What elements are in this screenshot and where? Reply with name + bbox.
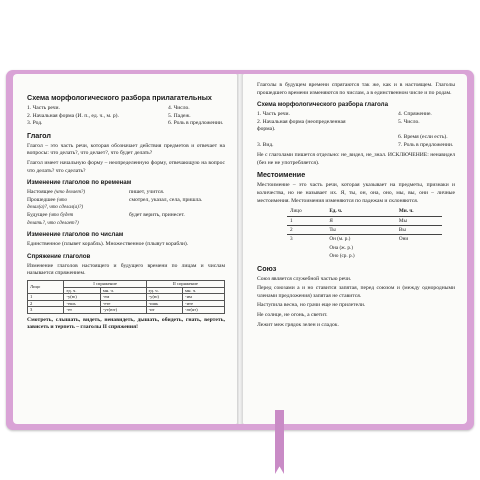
scheme-item: 5. Падеж. xyxy=(168,112,191,119)
table-cell: -ем xyxy=(100,294,146,301)
scheme-item: 4. Число. xyxy=(168,105,190,111)
table-row xyxy=(287,216,442,225)
pronoun-heading: Местоимение xyxy=(257,170,306,180)
scheme-item: 5. Число. xyxy=(398,118,420,125)
table-row xyxy=(28,300,225,307)
table-cell: -ат(ят) xyxy=(183,307,225,314)
table-cell: -ите xyxy=(183,300,225,307)
verb-definition: Глагол – это часть речи, которая обозначает действия предметов и отвечает на вопросы: что делать?, что делает?, что будет делать? xyxy=(27,142,225,157)
table-cell: -ит xyxy=(146,307,182,314)
table-cell xyxy=(396,252,442,260)
conjunction-heading: Союз xyxy=(257,263,277,273)
table-cell: -ете xyxy=(100,300,146,307)
table-cell: Я xyxy=(326,216,396,225)
table-cell: Ты xyxy=(326,225,396,234)
conjugation-heading: Спряжение глаголов xyxy=(27,252,91,260)
exceptions-text: Смотреть, слышать, видеть, ненавидеть, дышать, обидеть, гнать, вертеть, зависеть и терпеть – глаголы II спряжения! xyxy=(27,316,225,331)
table-cell: -ешь xyxy=(64,300,100,307)
scheme-item xyxy=(257,134,354,142)
pronoun-table xyxy=(287,207,442,260)
table-cell: -им xyxy=(183,294,225,301)
table-header: Ед. ч. xyxy=(329,208,343,215)
left-page xyxy=(13,74,237,424)
left-page-content xyxy=(13,74,237,424)
table-cell: -у(ю) xyxy=(146,294,182,301)
pronoun-definition: Местоимение – это часть речи, которая указывает на предметы, признаки и количества, но не называет их. Я, ты, он, она, оно, мы, вы, они – личные местоимения. Местоимения изменяются по падежам и склоняются. xyxy=(257,182,455,204)
table-cell: 3 xyxy=(28,307,64,314)
table-header: II спряжение xyxy=(146,280,224,287)
table-cell: Мы xyxy=(396,216,442,225)
verb-scheme-list xyxy=(257,111,455,149)
table-cell xyxy=(287,252,326,260)
tense-heading: Изменение глаголов по временам xyxy=(27,179,132,187)
table-row xyxy=(28,307,225,314)
table-row xyxy=(287,252,442,260)
adjective-scheme-title: Схема морфологического разбора прилагательных xyxy=(27,93,212,102)
scheme-item: 1. Часть речи. xyxy=(257,111,290,118)
table-cell: Он (м. р.) xyxy=(326,235,396,244)
tense-row xyxy=(27,197,225,212)
table-subheader: ед. ч. xyxy=(146,287,182,294)
conjunction-example: Лежит меж грядок зелен и сладок. xyxy=(257,321,339,328)
tense-example: будет верить, принесет. xyxy=(129,211,185,218)
scheme-item: 4. Спряжение. xyxy=(398,111,432,118)
future-tense-note: Глаголы в будущем времени спрягаются так же, как и в настоящем. Глаголы прошедшего времени изменяются по числам, а в единственном числе и по родам. xyxy=(257,82,455,96)
scheme-item: 7. Роль в предложении. xyxy=(398,141,454,148)
table-cell: 3 xyxy=(287,235,326,244)
table-header: Мн. ч. xyxy=(398,208,414,215)
table-cell: Они xyxy=(396,235,442,244)
conjunction-definition: Союз является служебной частью речи. xyxy=(257,275,352,282)
table-subheader: мн. ч. xyxy=(100,287,146,294)
number-text: Единственное (плывет корабль). Множественное (плывут корабли). xyxy=(27,241,189,248)
table-cell xyxy=(396,244,442,252)
tense-row xyxy=(27,189,225,197)
conjunction-example: Не солнце, не огонь, а светит. xyxy=(257,311,328,318)
scheme-item: 2. Начальная форма (неопределенная форма). xyxy=(257,118,346,133)
table-header: Лицо xyxy=(28,280,64,293)
table-cell: -ут(ют) xyxy=(100,307,146,314)
tense-example: пишет, учится. xyxy=(129,189,165,196)
table-row xyxy=(28,294,225,301)
conjugation-text: Изменение глаголов настоящего и будущего времени по лицам и числам называется спряжением. xyxy=(27,262,225,277)
table-cell xyxy=(287,244,326,252)
table-cell: 2 xyxy=(28,300,64,307)
table-cell: -у(ю) xyxy=(64,294,100,301)
verb-infinitive: Глагол имеет начальную форму – неопределенную форму, отвечающую на вопрос что делать? что сделать? xyxy=(27,159,225,174)
table-header: Лицо xyxy=(290,208,302,215)
table-header: I спряжение xyxy=(64,280,146,287)
tense-row xyxy=(27,212,225,227)
table-cell: 1 xyxy=(287,216,326,225)
scheme-item: 2. Начальная форма (И. п., ед. ч., м. р). xyxy=(27,112,119,119)
scheme-item: 3. Род. xyxy=(27,120,43,127)
table-cell: Вы xyxy=(396,225,442,234)
table-cell: 2 xyxy=(287,225,326,234)
bookmark-ribbon xyxy=(275,410,284,474)
table-cell: Она (ж. р.) xyxy=(329,244,353,251)
negation-note: Не с глаголами пишется отдельно: не_видел, не_знал. ИСКЛЮЧЕНИЕ: ненавидел (без не не употребляется). xyxy=(257,152,455,166)
table-cell: 1 xyxy=(28,294,64,301)
right-page xyxy=(243,74,467,424)
scheme-item: 1. Часть речи. xyxy=(27,105,60,111)
conjunction-example: Наступила весна, но грачи еще не прилетели. xyxy=(257,302,366,309)
table-cell: -ишь xyxy=(146,300,182,307)
adjective-scheme-list xyxy=(27,105,225,128)
tense-name: Будущее (что будет делать?, что сделает?) xyxy=(27,211,79,226)
right-page-content xyxy=(243,74,467,424)
conjugation-table xyxy=(27,280,225,314)
verb-heading: Глагол xyxy=(27,130,51,140)
verb-scheme-title: Схема морфологического разбора глагола xyxy=(257,101,389,109)
table-row xyxy=(287,235,442,244)
table-cell: -ет xyxy=(64,307,100,314)
table-row xyxy=(287,225,442,234)
table-cell: Оно (ср. р.) xyxy=(329,253,355,260)
conjunction-rule: Перед союзами а и но ставится запятая, перед союзом и (между однородными членами предложения) запятая не ставится. xyxy=(257,285,455,299)
table-row xyxy=(287,244,442,252)
number-heading: Изменение глаголов по числам xyxy=(27,231,124,239)
tense-name: Настоящее (что делает?) xyxy=(27,189,86,196)
tense-name: Прошедшее (что делал(а)?, что сделал(а)?) xyxy=(27,196,84,211)
table-subheader: ед. ч. xyxy=(64,287,100,294)
scheme-item: 6. Время (если есть). xyxy=(398,133,448,140)
scheme-item: 3. Вид. xyxy=(257,141,274,148)
tense-example: смотрел, указал, села, пришла. xyxy=(129,196,203,203)
table-subheader: мн. ч. xyxy=(183,287,225,294)
scheme-item: 6. Роль в предложении. xyxy=(168,120,224,127)
